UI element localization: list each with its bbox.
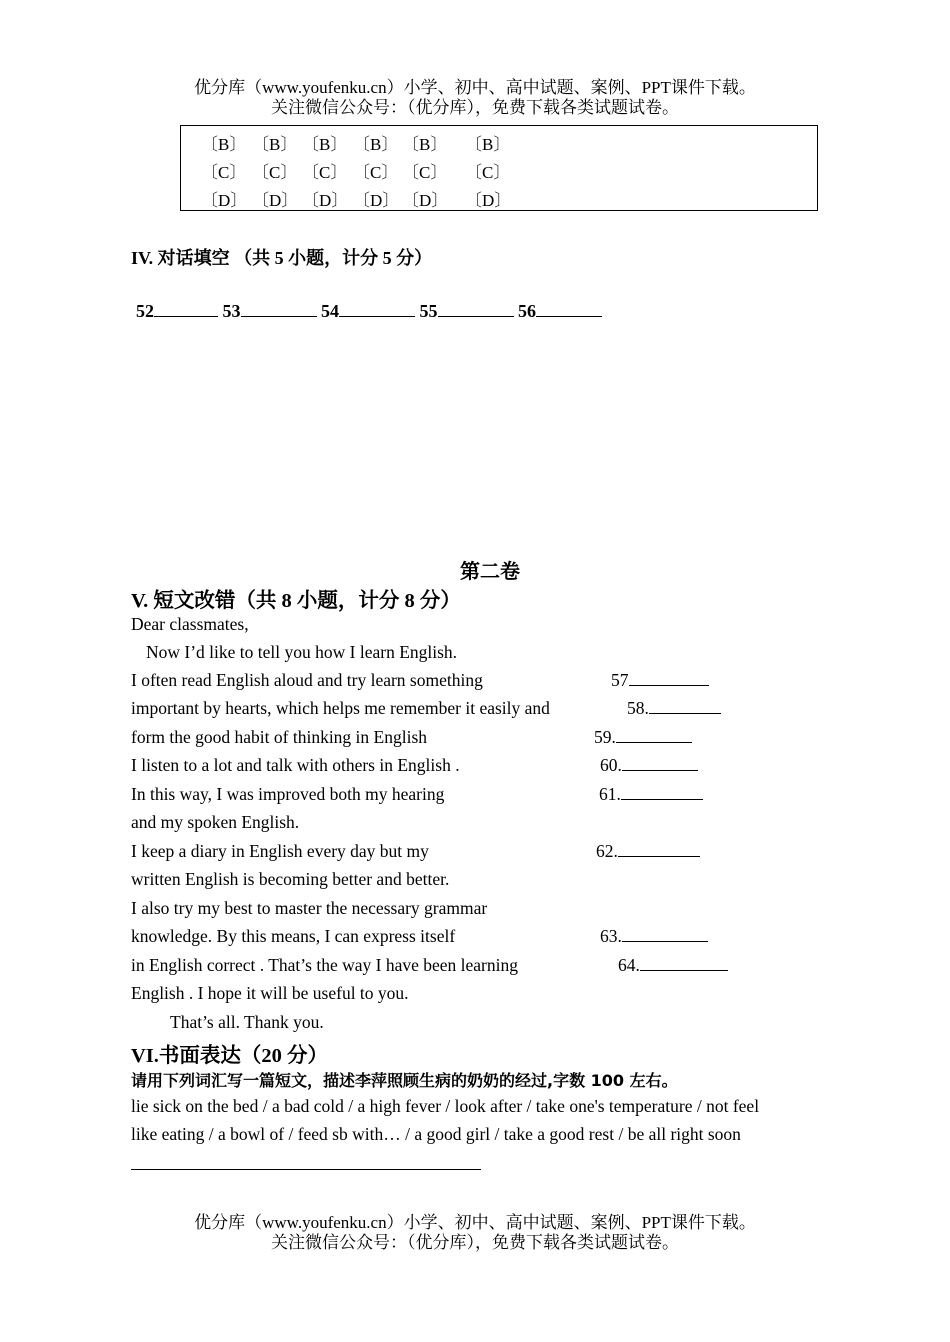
option-b: 〔B〕 — [201, 135, 247, 154]
vocabulary-line-2: like eating / a bowl of / feed sb with… / a good girl / take a good rest / be all right soon — [131, 1124, 741, 1144]
passage-line: knowledge. By this means, I can express itself — [131, 926, 456, 946]
answer-blank[interactable] — [629, 670, 709, 686]
blank-label: 53 — [222, 301, 241, 321]
correction-60 — [600, 755, 698, 776]
section-4-title: IV. 对话填空 （共 5 小题，计分 5 分） — [131, 248, 433, 268]
correction-62 — [596, 841, 700, 862]
section-4-blanks — [136, 301, 602, 322]
footnote-divider — [131, 1169, 481, 1170]
option-c: 〔C〕 — [302, 163, 348, 182]
option-d: 〔D〕 — [201, 191, 248, 210]
passage-line: in English correct . That’s the way I have been learning — [131, 955, 518, 975]
header-line-2: 关注微信公众号：（优分库），免费下载各类试题试卷。 — [271, 98, 679, 117]
correction-number: 63. — [600, 926, 622, 946]
correction-59 — [594, 727, 692, 748]
correction-number: 57 — [611, 670, 629, 690]
blank-label: 52 — [136, 301, 154, 321]
answer-blank[interactable] — [339, 301, 415, 317]
correction-58 — [627, 698, 721, 719]
footer-line-1: 优分库（www.youfenku.cn）小学、初中、高中试题、案例、PPT课件下载。 — [194, 1213, 756, 1232]
passage-line: I listen to a lot and talk with others in English . — [131, 755, 460, 775]
blank-label: 54 — [321, 301, 339, 321]
option-b: 〔B〕 — [353, 135, 399, 154]
option-d: 〔D〕 — [353, 191, 400, 210]
option-d: 〔D〕 — [302, 191, 349, 210]
option-b: 〔B〕 — [302, 135, 348, 154]
option-d: 〔D〕 — [252, 191, 299, 210]
answer-blank[interactable] — [241, 301, 317, 317]
passage-line: Dear classmates, — [131, 614, 249, 634]
footer-line-2: 关注微信公众号：（优分库），免费下载各类试题试卷。 — [271, 1233, 679, 1252]
correction-number: 64. — [618, 955, 640, 975]
passage-line: In this way, I was improved both my hearing — [131, 784, 445, 804]
passage-line: written English is becoming better and better. — [131, 869, 450, 889]
blank-label: 56 — [518, 301, 536, 321]
answer-blank[interactable] — [536, 301, 602, 317]
passage-line: important by hearts, which helps me remember it easily and — [131, 698, 550, 718]
option-c: 〔C〕 — [402, 163, 448, 182]
correction-number: 62. — [596, 841, 618, 861]
option-d: 〔D〕 — [465, 191, 512, 210]
correction-number: 59. — [594, 727, 616, 747]
answer-blank[interactable] — [621, 784, 703, 800]
correction-number: 60. — [600, 755, 622, 775]
passage-line: That’s all. Thank you. — [170, 1012, 324, 1032]
passage-line: form the good habit of thinking in English — [131, 727, 428, 747]
passage-line: I keep a diary in English every day but my — [131, 841, 429, 861]
section-6-instruction: 请用下列词汇写一篇短文，描述李萍照顾生病的奶奶的经过,字数 100 左右。 — [131, 1071, 678, 1090]
blank-label: 55 — [419, 301, 438, 321]
passage-line: Now I’d like to tell you how I learn English. — [146, 642, 458, 662]
answer-blank[interactable] — [649, 698, 721, 714]
option-d: 〔D〕 — [402, 191, 449, 210]
answer-blank[interactable] — [154, 301, 218, 317]
header-line-1: 优分库（www.youfenku.cn）小学、初中、高中试题、案例、PPT课件下载。 — [194, 78, 756, 97]
option-c: 〔C〕 — [353, 163, 399, 182]
answer-blank[interactable] — [640, 955, 728, 971]
option-c: 〔C〕 — [201, 163, 247, 182]
correction-64 — [618, 955, 728, 976]
answer-blank[interactable] — [622, 926, 708, 942]
option-c: 〔C〕 — [252, 163, 298, 182]
option-b: 〔B〕 — [252, 135, 298, 154]
answer-blank[interactable] — [438, 301, 514, 317]
option-b: 〔B〕 — [402, 135, 448, 154]
correction-57 — [611, 670, 709, 691]
passage-line: I also try my best to master the necessary grammar — [131, 898, 488, 918]
correction-63 — [600, 926, 708, 947]
correction-number: 61. — [599, 784, 621, 804]
passage-line: and my spoken English. — [131, 812, 300, 832]
option-b: 〔B〕 — [465, 135, 511, 154]
vocabulary-line-1: lie sick on the bed / a bad cold / a high fever / look after / take one's temperature / not feel — [131, 1096, 760, 1116]
answer-blank[interactable] — [618, 841, 700, 857]
option-c: 〔C〕 — [465, 163, 511, 182]
passage-line: English . I hope it will be useful to you. — [131, 983, 409, 1003]
answer-blank[interactable] — [622, 755, 698, 771]
section-6-title: VI.书面表达（20 分） — [131, 1045, 329, 1067]
section-5-title: V. 短文改错（共 8 小题，计分 8 分） — [131, 590, 461, 612]
part-2-title: 第二卷 — [460, 561, 520, 583]
correction-61 — [599, 784, 703, 805]
passage-line: I often read English aloud and try learn something — [131, 670, 483, 690]
correction-number: 58. — [627, 698, 649, 718]
answer-blank[interactable] — [616, 727, 692, 743]
